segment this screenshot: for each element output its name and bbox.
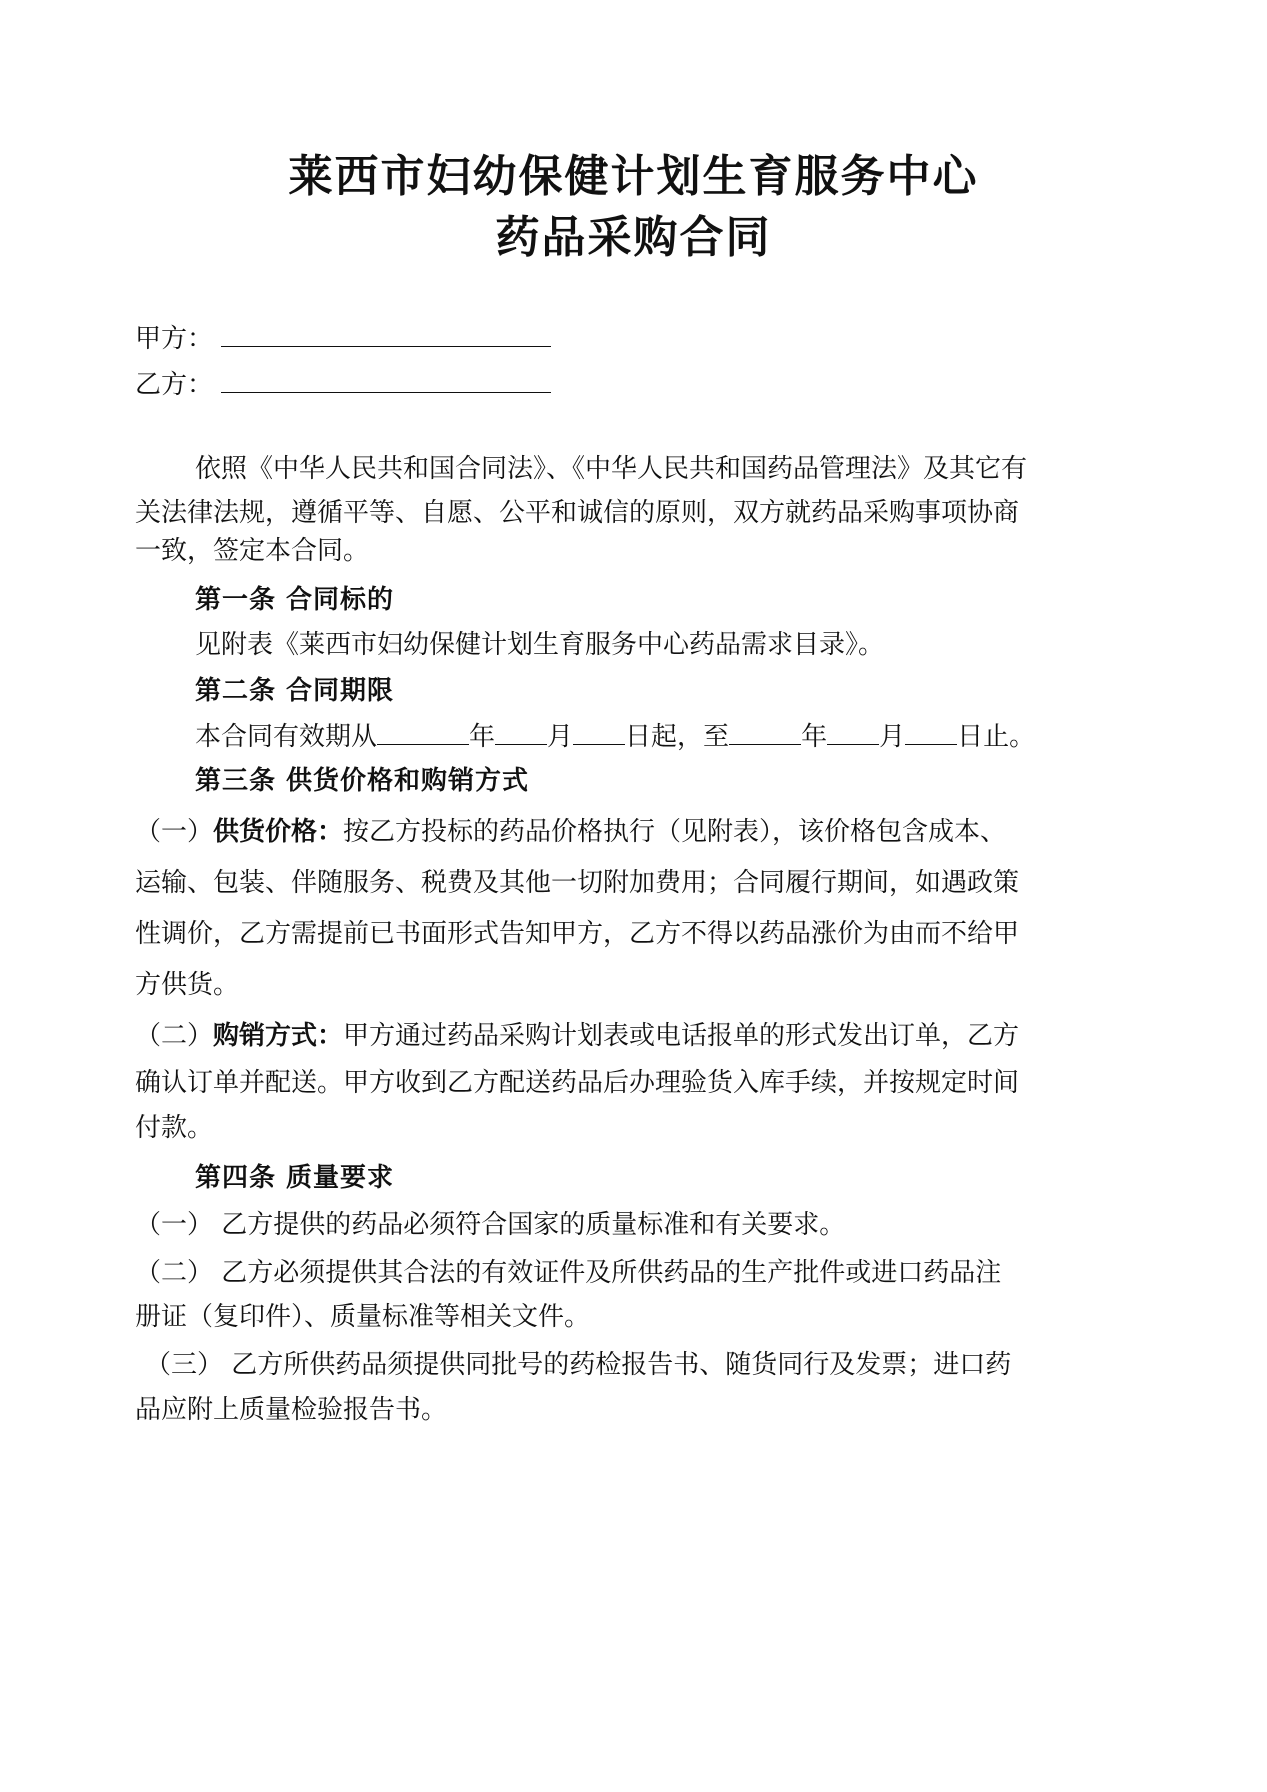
- sales-paragraph-line2: 确认订单并配送。甲方收到乙方配送药品后办理验货入库手续，并按规定时间: [135, 1068, 1020, 1098]
- price-text: 按乙方投标的药品价格执行（见附表），该价格包含成本、: [343, 817, 1007, 847]
- start-month-blank: [495, 720, 547, 745]
- document-title-line2: 药品采购合同: [495, 212, 772, 263]
- preamble-line1: 依照《中华人民共和国合同法》、《中华人民共和国药品管理法》及其它有: [195, 454, 1028, 484]
- party-b-row: [135, 366, 551, 402]
- end-year-blank: [729, 720, 801, 745]
- start-month-label: 月: [547, 722, 574, 752]
- article1-text: 见附表《莱西市妇幼保健计划生育服务中心药品需求目录》。: [195, 630, 885, 660]
- preamble-line2: 关法律法规，遵循平等、自愿、公平和诚信的原则，双方就药品采购事项协商: [135, 498, 1020, 528]
- price-prefix: （一）: [135, 817, 214, 847]
- price-label: 供货价格：: [213, 817, 344, 847]
- term-text-start: 本合同有效期从: [195, 722, 378, 752]
- sales-paragraph-line3: 付款。: [135, 1113, 214, 1143]
- start-year-blank: [377, 720, 469, 745]
- party-b-label: 乙方：: [135, 370, 214, 400]
- article4-heading: 第四条 质量要求: [195, 1163, 395, 1193]
- start-day-blank: [573, 720, 625, 745]
- quality-item-1: （一） 乙方提供的药品必须符合国家的质量标准和有关要求。: [135, 1210, 846, 1240]
- preamble-line3: 一致，签定本合同。: [135, 536, 370, 566]
- sales-prefix: （二）: [135, 1021, 214, 1051]
- quality-item-2-line1: （二） 乙方必须提供其合法的有效证件及所供药品的生产批件或进口药品注: [135, 1258, 1002, 1288]
- party-a-label: 甲方：: [135, 324, 214, 354]
- party-b-blank: [221, 366, 551, 393]
- end-day-blank: [905, 720, 957, 745]
- end-month-blank: [827, 720, 879, 745]
- start-day-label: 日起，至: [625, 722, 730, 752]
- party-a-blank: [221, 320, 551, 347]
- end-month-label: 月: [879, 722, 906, 752]
- article2-term-row: [195, 720, 1035, 754]
- price-paragraph-line2: 运输、包装、伴随服务、税费及其他一切附加费用；合同履行期间，如遇政策: [135, 868, 1020, 898]
- document-title-line1: 莱西市妇幼保健计划生育服务中心: [288, 151, 979, 202]
- sales-label: 购销方式：: [213, 1021, 344, 1051]
- quality-item-3-line2: 品应附上质量检验报告书。: [135, 1395, 448, 1425]
- article3-heading: 第三条 供货价格和购销方式: [195, 766, 530, 796]
- start-year-label: 年: [469, 722, 496, 752]
- end-day-label: 日止。: [957, 722, 1036, 752]
- party-a-row: [135, 320, 551, 356]
- end-year-label: 年: [801, 722, 828, 752]
- price-paragraph-line4: 方供货。: [135, 970, 240, 1000]
- sales-paragraph-line1: [135, 1019, 1019, 1053]
- quality-item-3-line1: （三） 乙方所供药品须提供同批号的药检报告书、随货同行及发票；进口药: [145, 1350, 1012, 1380]
- price-paragraph-line3: 性调价，乙方需提前已书面形式告知甲方，乙方不得以药品涨价为由而不给甲: [135, 919, 1020, 949]
- sales-text: 甲方通过药品采购计划表或电话报单的形式发出订单，乙方: [343, 1021, 1020, 1051]
- article1-heading: 第一条 合同标的: [195, 585, 395, 615]
- article2-heading: 第二条 合同期限: [195, 676, 395, 706]
- price-paragraph-line1: [135, 815, 1006, 849]
- quality-item-2-line2: 册证（复印件）、质量标准等相关文件。: [135, 1302, 591, 1332]
